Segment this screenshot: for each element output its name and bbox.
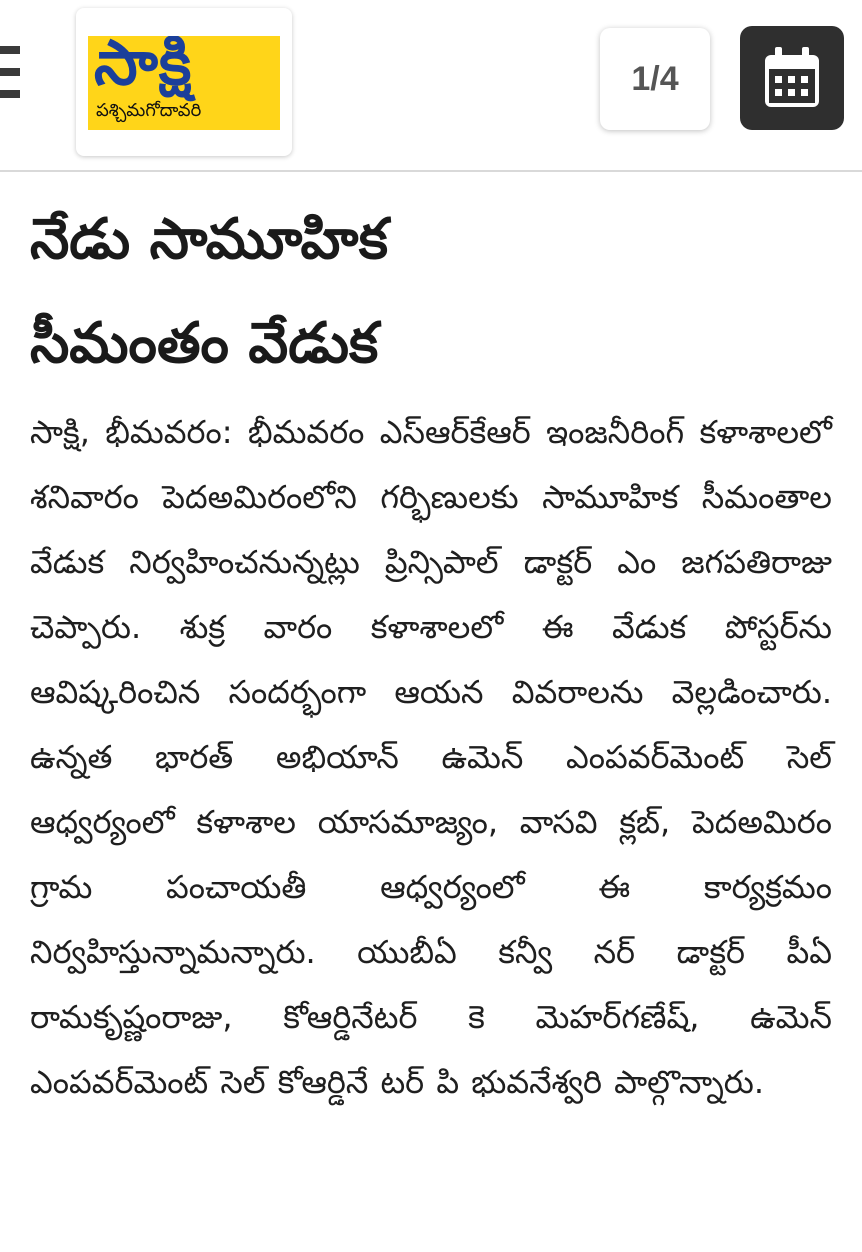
article: [0, 174, 862, 1252]
menu-bar-top: [0, 46, 20, 54]
headline-line: సీమంతం వేడుక: [30, 311, 379, 376]
calendar-icon: [761, 45, 823, 111]
article-body: సాక్షి, భీమవరం: భీమవరం ఎస్‌ఆర్‌కేఆర్‌ ఇంజనీరింగ్‌ కళాశాలలో శనివారం పెదఅమిరంలోని గర్భిణులకు సామూహిక సీమంతాల వేడుక నిర్వహించనున్నట్లు ప్రిన్సిపాల్‌ డాక్టర్‌ ఎం జగపతిరాజు చెప్పారు. శుక్ర వారం కళాశాలలో ఈ వేడుక పోస్టర్‌ను ఆవిష్కరించిన సందర్భంగా ఆయన వివరాలను వెల్లడించారు. ఉన్నత భారత్‌ అభియాన్‌ ఉమెన్‌ ఎంపవర్‌మెంట్‌ సెల్‌ ఆధ్వర్యంలో కళాశాల యాసమాజ్యం, వాసవి క్లబ్‌, పెదఅమిరం గ్రామ పంచాయతీ ఆధ్వర్యంలో ఈ కార్యక్రమం నిర్వహిస్తున్నామన్నారు. యుబీఏ కన్వీ నర్‌ డాక్టర్‌ పీఏ రామకృష్ణంరాజు, కోఆర్డినేటర్‌ కె మెహర్‌గణేష్‌, ఉమెన్‌ ఎంపవర్‌మెంట్‌ సెల్‌ కోఆర్డినే టర్‌ పి భువనేశ్వరి పాల్గొన్నారు.: [30, 413, 832, 1101]
top-bar: [0, 0, 862, 172]
headline-line: నేడు సామూహిక: [30, 207, 389, 272]
menu-bar-bottom: [0, 90, 20, 98]
logo-edition: పశ్చిమగోదావరి: [96, 100, 202, 121]
article-headline: [30, 188, 832, 396]
logo-badge: [88, 36, 280, 130]
logo-brand: సాక్షి: [94, 36, 193, 99]
calendar-button[interactable]: [740, 26, 844, 130]
menu-bar-middle: [0, 68, 20, 76]
page-counter-button[interactable]: 1/4: [600, 28, 710, 130]
menu-icon[interactable]: [0, 46, 20, 98]
newspaper-logo[interactable]: [76, 8, 292, 156]
